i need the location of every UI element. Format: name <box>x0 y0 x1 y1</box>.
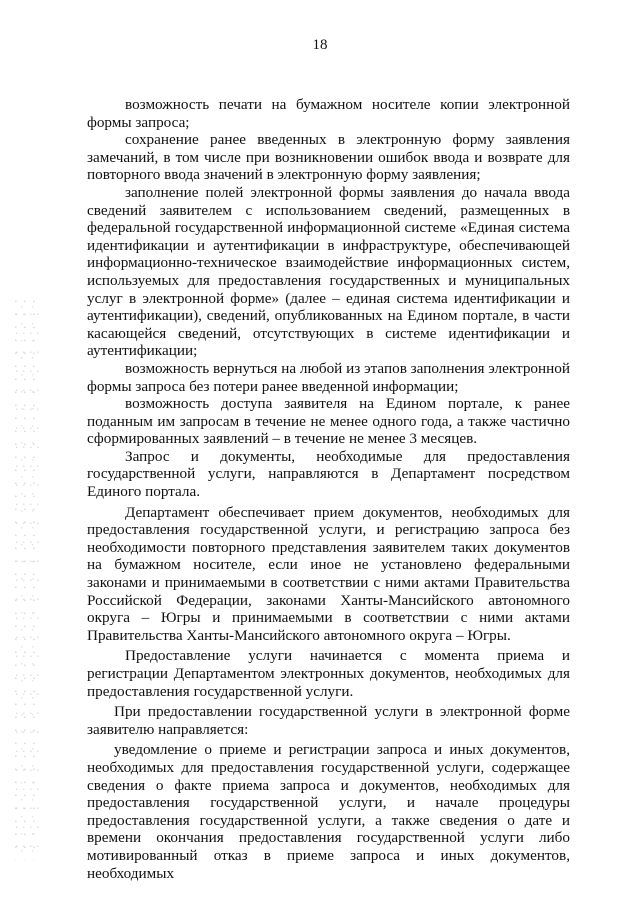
page-number: 18 <box>312 37 328 53</box>
paragraph: сохранение ранее введенных в электронную форму заявления замечаний, в том числе при возникновении ошибок ввода и возврате для повторного ввода значений в электронную форму заявления; <box>87 131 570 184</box>
paragraph: Запрос и документы, необходимые для предоставления государственной услуги, направляются в Департамент посредством Единого портала. <box>87 447 570 501</box>
paragraph: Департамент обеспечивает прием документов, необходимых для предоставления государственной услуги, и регистрацию запроса без необходимости повторного представления заявителем таких документов на бумажном носителе, если иное не установлено федеральными законами и принимаемыми в соответствии с ними актами Правительства Российской Федерации, законами Ханты-Мансийского автономного округа – Югры и принимаемыми в соответствии с ними актами Правительства Ханты-Мансийского автономного округа – Югры. <box>87 503 570 644</box>
paragraph: Предоставление услуги начинается с момента приема и регистрации Департаментом электронных документов, необходимых для предоставления государственной услуги. <box>87 647 570 700</box>
paragraph: возможность доступа заявителя на Едином портале, к ранее поданным им запросам в течение не менее одного года, а также частично сформированных заявлений – в течение не менее 3 месяцев. <box>87 395 570 448</box>
paragraph: При предоставлении государственной услуги в электронной форме заявителю направляется: <box>87 703 570 738</box>
paragraph: уведомление о приеме и регистрации запроса и иных документов, необходимых для предоставления государственной услуги, содержащее сведения о факте приема запроса и документов, необходимых для предоставления государственной услуги, и начале процедуры предоставления государственной услуги, а также сведения о дате и времени окончания предоставления государственной услуги либо мотивированный отказ в приеме запроса и иных документов, необходимых <box>87 741 570 882</box>
paragraph: заполнение полей электронной формы заявления до начала ввода сведений заявителем с использованием сведений, размещенных в федеральной государственной информационной системе «Единая система идентификации и аутентификации в инфраструктуре, обеспечивающей информационно-техническое взаимодействие информационных систем, используемых для предоставления государственных и муниципальных услуг в электронной форме» (далее – единая система идентификации и аутентификации), сведений, опубликованных на Едином портале, в части касающейся сведений, отсутствующих в системе идентификации и аутентификации; <box>87 183 570 360</box>
paragraph: возможность вернуться на любой из этапов заполнения электронной формы запроса без потери ранее введенной информации; <box>87 359 570 395</box>
scan-noise <box>14 300 42 860</box>
document-body <box>87 96 570 882</box>
paragraph: возможность печати на бумажном носителе копии электронной формы запроса; <box>87 96 570 131</box>
